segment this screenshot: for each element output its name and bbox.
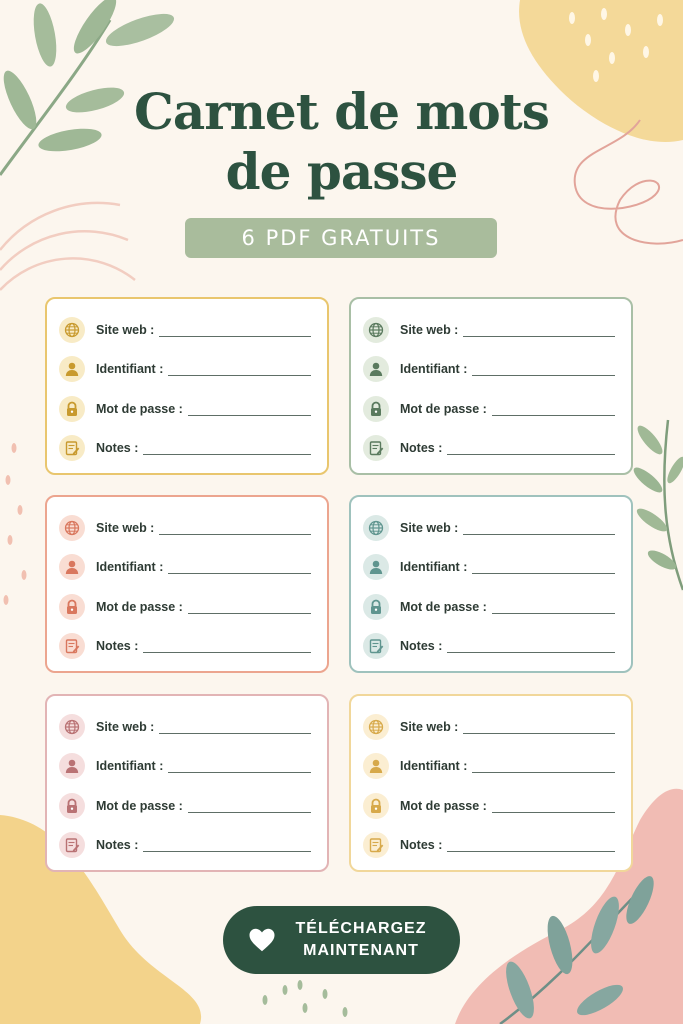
user-icon (59, 356, 85, 382)
download-button-label (291, 918, 431, 962)
field-line-mot-de-passe[interactable] (188, 800, 311, 813)
field-row-notes (59, 631, 311, 661)
field-line-mot-de-passe[interactable] (492, 403, 615, 416)
field-label-notes: Notes : (400, 441, 443, 455)
field-label-identifiant: Identifiant : (400, 362, 468, 376)
field-label-mot-de-passe: Mot de passe : (400, 402, 487, 416)
field-line-notes[interactable] (143, 442, 311, 455)
field-line-notes[interactable] (447, 839, 615, 852)
password-card (45, 297, 329, 475)
field-row-mot-de-passe (59, 592, 311, 622)
field-line-notes[interactable] (447, 442, 615, 455)
lock-icon (59, 793, 85, 819)
field-label-mot-de-passe: Mot de passe : (96, 600, 183, 614)
field-line-identifiant[interactable] (168, 363, 311, 376)
field-label-mot-de-passe: Mot de passe : (400, 600, 487, 614)
field-row-notes (59, 830, 311, 860)
field-row-site-web (59, 513, 311, 543)
cta-line-2: MAINTENANT (303, 942, 419, 959)
field-line-notes[interactable] (447, 640, 615, 653)
field-line-mot-de-passe[interactable] (188, 403, 311, 416)
field-line-identifiant[interactable] (472, 760, 615, 773)
password-card (349, 495, 633, 673)
field-label-identifiant: Identifiant : (96, 560, 164, 574)
field-row-mot-de-passe (363, 592, 615, 622)
field-row-notes (363, 433, 615, 463)
field-label-mot-de-passe: Mot de passe : (400, 799, 487, 813)
title-line-1: Carnet de mots (134, 82, 549, 141)
field-label-mot-de-passe: Mot de passe : (96, 799, 183, 813)
lock-icon (59, 396, 85, 422)
field-label-notes: Notes : (400, 838, 443, 852)
globe-icon (59, 317, 85, 343)
cta-line-1: TÉLÉCHARGEZ (295, 920, 427, 937)
field-label-site-web: Site web : (96, 521, 155, 535)
user-icon (363, 753, 389, 779)
field-row-notes (363, 631, 615, 661)
password-card (349, 694, 633, 872)
globe-icon (363, 515, 389, 541)
field-label-site-web: Site web : (96, 323, 155, 337)
user-icon (59, 753, 85, 779)
password-card (349, 297, 633, 475)
user-icon (59, 554, 85, 580)
password-card (45, 694, 329, 872)
notepad-icon (59, 633, 85, 659)
field-line-mot-de-passe[interactable] (492, 800, 615, 813)
badge-ribbon: 6 PDF GRATUITS (185, 218, 497, 258)
title-line-2: de passe (225, 142, 458, 201)
notepad-icon (59, 832, 85, 858)
globe-icon (363, 317, 389, 343)
lock-icon (363, 793, 389, 819)
field-label-identifiant: Identifiant : (96, 362, 164, 376)
notepad-icon (363, 435, 389, 461)
notepad-icon (59, 435, 85, 461)
field-label-identifiant: Identifiant : (400, 560, 468, 574)
field-line-mot-de-passe[interactable] (492, 601, 615, 614)
globe-icon (59, 515, 85, 541)
field-row-notes (59, 433, 311, 463)
field-line-mot-de-passe[interactable] (188, 601, 311, 614)
lock-icon (363, 594, 389, 620)
field-row-site-web (363, 315, 615, 345)
field-line-site-web[interactable] (159, 522, 311, 535)
field-row-identifiant (59, 751, 311, 781)
field-label-notes: Notes : (400, 639, 443, 653)
field-row-site-web (59, 712, 311, 742)
field-label-identifiant: Identifiant : (96, 759, 164, 773)
field-line-notes[interactable] (143, 839, 311, 852)
field-line-site-web[interactable] (463, 324, 615, 337)
field-row-mot-de-passe (363, 791, 615, 821)
field-label-site-web: Site web : (400, 720, 459, 734)
field-line-identifiant[interactable] (472, 363, 615, 376)
lock-icon (363, 396, 389, 422)
field-label-notes: Notes : (96, 639, 139, 653)
field-line-site-web[interactable] (463, 522, 615, 535)
field-row-site-web (363, 513, 615, 543)
user-icon (363, 554, 389, 580)
field-row-site-web (363, 712, 615, 742)
field-label-notes: Notes : (96, 441, 139, 455)
field-line-site-web[interactable] (159, 721, 311, 734)
field-line-site-web[interactable] (159, 324, 311, 337)
lock-icon (59, 594, 85, 620)
field-line-identifiant[interactable] (472, 561, 615, 574)
download-button[interactable] (223, 906, 460, 974)
user-icon (363, 356, 389, 382)
field-row-identifiant (363, 354, 615, 384)
field-label-site-web: Site web : (400, 521, 459, 535)
globe-icon (59, 714, 85, 740)
field-row-notes (363, 830, 615, 860)
field-line-identifiant[interactable] (168, 760, 311, 773)
field-row-mot-de-passe (59, 394, 311, 424)
field-label-identifiant: Identifiant : (400, 759, 468, 773)
page-title (0, 82, 683, 202)
field-row-identifiant (363, 552, 615, 582)
field-row-identifiant (363, 751, 615, 781)
password-card (45, 495, 329, 673)
notepad-icon (363, 832, 389, 858)
field-row-mot-de-passe (363, 394, 615, 424)
field-row-identifiant (59, 354, 311, 384)
field-label-site-web: Site web : (96, 720, 155, 734)
field-line-identifiant[interactable] (168, 561, 311, 574)
field-row-mot-de-passe (59, 791, 311, 821)
field-row-identifiant (59, 552, 311, 582)
heart-icon (247, 925, 277, 955)
field-line-notes[interactable] (143, 640, 311, 653)
field-label-site-web: Site web : (400, 323, 459, 337)
globe-icon (363, 714, 389, 740)
field-label-mot-de-passe: Mot de passe : (96, 402, 183, 416)
field-row-site-web (59, 315, 311, 345)
notepad-icon (363, 633, 389, 659)
field-line-site-web[interactable] (463, 721, 615, 734)
field-label-notes: Notes : (96, 838, 139, 852)
